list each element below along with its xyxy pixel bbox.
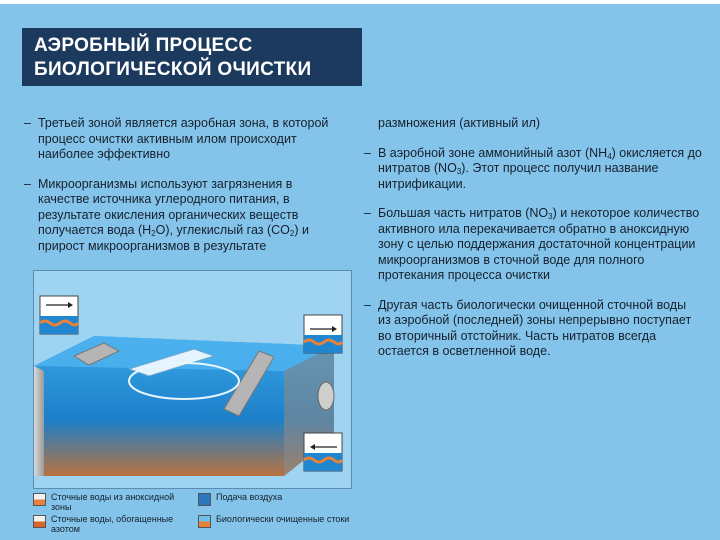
tank-illustration [34, 271, 351, 488]
bullet-text-part: Большая часть нитратов (NO [378, 206, 549, 220]
outlet-pipe [318, 382, 334, 410]
legend-item [198, 514, 348, 534]
legend-swatch [33, 515, 46, 528]
legend-label: Биологически очищенные стоки [216, 514, 350, 524]
title-line-1: АЭРОБНЫЙ ПРОЦЕСС [34, 35, 253, 56]
tank-wall-left [34, 366, 44, 476]
continued-text: размножения (активный ил) [378, 116, 541, 130]
subscript: 3 [456, 167, 462, 176]
bullet-item [22, 177, 332, 255]
bullet-dash: – [364, 145, 371, 160]
bullet-text-part: O), углекислый газ (CO [155, 223, 290, 237]
bullet-dash: – [24, 176, 31, 191]
bullet-text-part: ) и прирост микроорганизмов в результате [38, 223, 309, 253]
inset-box-inflow [40, 296, 78, 334]
bullet-text-part: ). Этот процесс получил название нитрификации. [378, 161, 659, 191]
diagram-legend [33, 492, 353, 536]
legend-label: Подача воздуха [216, 492, 283, 502]
title-line-2: БИОЛОГИЧЕСКОЙ ОЧИСТКИ [34, 59, 312, 80]
bullet-text-part: В аэробной зоне аммонийный азот (NH [378, 145, 608, 160]
legend-swatch [198, 493, 211, 506]
bullet-item [362, 146, 702, 193]
bullet-dash: – [364, 297, 371, 312]
left-text-column [22, 116, 332, 268]
bullet-text-part: ) окисляется до нитратов (NO [378, 145, 702, 175]
subscript: 2 [151, 229, 156, 238]
legend-swatch [33, 493, 46, 506]
bullet-text: Третьей зоной является аэробная зона, в которой процесс очистки активным илом происходит наиболее эффективно [38, 116, 329, 161]
subscript: 2 [289, 229, 295, 238]
right-text-column [362, 116, 702, 374]
bullet-dash: – [24, 116, 31, 130]
legend-label: Сточные воды, обогащенные азотом [51, 514, 174, 534]
legend-item [198, 492, 348, 512]
aerobic-tank-diagram [33, 270, 352, 489]
bullet-text-part: Микроорганизмы используют загрязнения в качестве источника углеродного питания, в результате окисления органических веществ получается вода (H [38, 176, 299, 237]
inset-box-return [304, 433, 342, 471]
subscript: 3 [548, 212, 553, 221]
subscript: 4 [607, 151, 612, 161]
bullet-dash: – [364, 206, 371, 220]
inset-box-outflow [304, 315, 342, 353]
legend-item [33, 492, 183, 512]
bullet-item [362, 206, 702, 284]
bullet-text: Другая часть биологически очищенной сточной воды из аэробной (последней) зоны непрерывно поступает во вторичный отстойник. Часть нитратов всегда остается в осветленной воде. [378, 297, 692, 358]
slide-title [22, 28, 362, 86]
legend-item [33, 514, 183, 534]
legend-swatch [198, 515, 211, 528]
legend-label: Сточные воды из аноксидной зоны [51, 492, 175, 512]
bullet-item [362, 298, 702, 360]
bullet-text-part: ) и некоторое количество активного ила перекачивается обратно в аноксидную зону с целью поддержания достаточной концентрации микроорганизмов в сточной воде для полного протекания процесса очистки [378, 206, 700, 282]
bullet-item [22, 116, 332, 163]
